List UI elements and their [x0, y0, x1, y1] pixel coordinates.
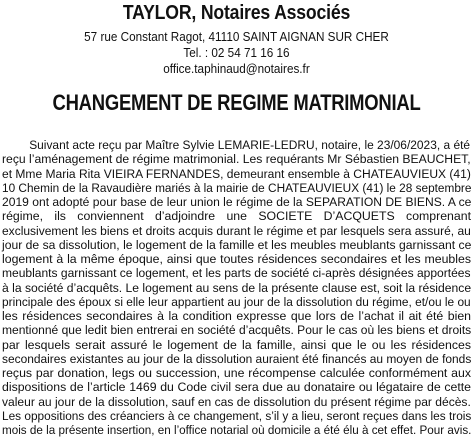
body-line: Suivant acte reçu par Maître Sylvie LEMARIE-LEDRU, notaire, le 23/06/2023, a été — [29, 138, 471, 152]
body-line: les résidences secondaires à la condition expresse que lors de l’achat il ait été bien — [2, 309, 471, 323]
body-line: par lesquels serait assuré le logement de la famille, ainsi que le ou les résidences — [2, 337, 471, 352]
firm-phone: Tel. : 02 54 71 16 16 — [183, 45, 290, 60]
body-line: exclusivement les biens et droits acquis durant le régime et par lesquels sera assuré, au — [2, 223, 471, 238]
body-line: meublants garnissant ce logement, et les parts de société ci-après désignées apportées — [2, 266, 471, 281]
body-line: 10 Chemin de la Ravaudière mariés à la mairie de CHATEAUVIEUX (41) le 28 septembre — [2, 180, 472, 195]
body-line: valeur au jour de la dissolution, sauf en cas de dissolution du présent régime par décès. — [2, 394, 471, 409]
body-line: dispositions de l’article 1469 du Code civil sera due au donataire ou légataire de cette — [2, 380, 471, 395]
firm-name: TAYLOR, Notaires Associés — [122, 1, 351, 24]
firm-email: office.taphinaud@notaires.fr — [163, 61, 310, 76]
body-line: régime, ils conviennent d’adjoindre une SOCIETE D’ACQUETS comprenant — [2, 209, 471, 224]
firm-address: 57 rue Constant Ragot, 41110 SAINT AIGNAN SUR CHER — [84, 30, 389, 44]
body-line: Les oppositions des créanciers à ce changement, s’il y a lieu, seront reçues dans les trois — [2, 408, 472, 423]
body-line: logement à la même époque, ainsi que toutes résidences secondaires et les meubles — [2, 252, 471, 266]
notice-title: CHANGEMENT DE REGIME MATRIMONIAL — [52, 90, 421, 116]
body-line: principale des époux si elle leur appartient au jour de la dissolution du régime, et/ou le ou — [2, 294, 471, 309]
body-line: à la société d’acquêts. Le logement au sens de la présente clause est, soit la résidence — [2, 280, 472, 295]
body-line: mentionné que ledit bien entrerai en société d’acquêts. Pour le cas où les biens et droits — [2, 323, 472, 338]
body-line: reçu l’aménagement de régime matrimonial. Les requérants Mr Sébastien BEAUCHET, — [2, 152, 471, 167]
body-line: 2019 ont adopté pour base de leur union le régime de la SEPARATION DE BIENS. A ce — [2, 195, 472, 209]
body-line: secondaires existantes au jour de la dissolution auraient été financés au moyen de fonds — [2, 351, 472, 366]
body-line: mois de la présente insertion, en l’office notarial où domicile a été élu à cet effet. Pour avis. — [2, 423, 472, 437]
body-line: jour de sa dissolution, le logement de la famille et les meubles meublants garnissant ce — [2, 237, 472, 252]
body-line: reçus par donation, legs ou succession, une récompense calculée conformément aux — [2, 366, 471, 380]
notice-body — [2, 138, 471, 437]
body-line: et Mme Maria Rita VIEIRA FERNANDES, demeurant ensemble à CHATEAUVIEUX (41) — [2, 166, 471, 181]
